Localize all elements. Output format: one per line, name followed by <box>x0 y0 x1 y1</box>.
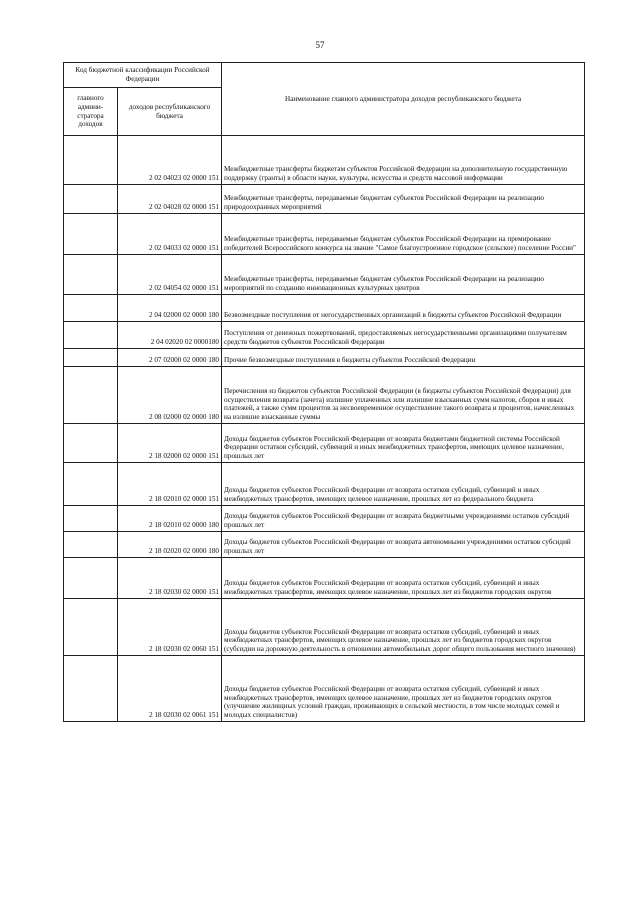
income-name: Доходы бюджетов субъектов Российской Федерации от возврата бюджетными учреждениями остатков субсидий прошлых лет <box>222 506 585 532</box>
income-name: Доходы бюджетов субъектов Российской Федерации от возврата автономными учреждениями остатков субсидий прошлых лет <box>222 532 585 558</box>
admin-cell <box>64 506 118 532</box>
table-body <box>64 136 585 722</box>
table-row <box>64 322 585 349</box>
income-code: 2 02 04033 02 0000 151 <box>118 214 222 255</box>
header-admin: главного админи-стратора доходов <box>64 88 118 136</box>
budget-classification-table <box>63 62 585 722</box>
table-row <box>64 506 585 532</box>
admin-cell <box>64 424 118 463</box>
admin-cell <box>64 255 118 295</box>
header-income: доходов республиканского бюджета <box>118 88 222 136</box>
income-name: Доходы бюджетов субъектов Российской Федерации от возврата бюджетами бюджетной системы Российской Федерации остатков субсидий, субвенций и иных межбюджетных трансфертов, имеющих целевое назначение, прошлых лет <box>222 424 585 463</box>
table-row <box>64 295 585 322</box>
header-name: Наименование главного администратора доходов республиканского бюджета <box>222 63 585 136</box>
income-code: 2 04 02000 02 0000 180 <box>118 295 222 322</box>
income-name: Межбюджетные трансферты, передаваемые бюджетам субъектов Российской Федерации на реализацию природоохранных мероприятий <box>222 185 585 214</box>
admin-cell <box>64 532 118 558</box>
admin-cell <box>64 185 118 214</box>
admin-cell <box>64 295 118 322</box>
table-row <box>64 656 585 722</box>
income-code: 2 02 04054 02 0000 151 <box>118 255 222 295</box>
income-code: 2 18 02010 02 0000 151 <box>118 463 222 506</box>
income-code: 2 18 02030 02 0000 151 <box>118 558 222 599</box>
income-name: Межбюджетные трансферты бюджетам субъектов Российской Федерации на дополнительную государственную поддержку (гранты) в области науки, культуры, искусства и средств массовой информации <box>222 136 585 185</box>
income-name: Поступления от денежных пожертвований, предоставляемых негосударственными организациями получателям средств бюджетов субъектов Российской Федерации <box>222 322 585 349</box>
admin-cell <box>64 136 118 185</box>
table-row <box>64 349 585 367</box>
admin-cell <box>64 367 118 424</box>
table-row <box>64 367 585 424</box>
admin-cell <box>64 656 118 722</box>
table-row <box>64 185 585 214</box>
table-row <box>64 136 585 185</box>
income-code: 2 18 02030 02 0060 151 <box>118 599 222 656</box>
table-row <box>64 532 585 558</box>
table-row <box>64 255 585 295</box>
table-row <box>64 599 585 656</box>
income-name: Доходы бюджетов субъектов Российской Федерации от возврата остатков субсидий, субвенций и иных межбюджетных трансфертов, имеющих целевое назначение, прошлых лет из бюджетов городских округов (улучшение жилищных условий граждан, проживающих в сельской местности, в том числе молодых семей и молодых специалистов) <box>222 656 585 722</box>
table-row <box>64 558 585 599</box>
admin-cell <box>64 349 118 367</box>
income-code: 2 18 02030 02 0061 151 <box>118 656 222 722</box>
income-name: Перечисления из бюджетов субъектов Российской Федерации (в бюджеты субъектов Российской Федерации) для осуществления возврата (зачета) излишне уплаченных или излишне взысканных сумм налогов, сборов и иных платежей, а также сумм процентов за несвоевременное осуществление такого возврата и процентов, начисленных на излишне взысканные суммы <box>222 367 585 424</box>
income-name: Прочие безвозмездные поступления в бюджеты субъектов Российской Федерации <box>222 349 585 367</box>
income-name: Доходы бюджетов субъектов Российской Федерации от возврата остатков субсидий, субвенций и иных межбюджетных трансфертов, имеющих целевое назначение, прошлых лет из бюджетов городских округов (субсидии на дорожную деятельность в отношении автомобильных дорог общего пользования местного значения) <box>222 599 585 656</box>
income-name: Межбюджетные трансферты, передаваемые бюджетам субъектов Российской Федерации на реализацию мероприятий по созданию инновационных культурных центров <box>222 255 585 295</box>
admin-cell <box>64 322 118 349</box>
income-code: 2 02 04028 02 0000 151 <box>118 185 222 214</box>
income-code: 2 18 02000 02 0000 151 <box>118 424 222 463</box>
table-row <box>64 463 585 506</box>
admin-cell <box>64 463 118 506</box>
income-code: 2 18 02010 02 0000 180 <box>118 506 222 532</box>
admin-cell <box>64 558 118 599</box>
header-classification: Код бюджетной классификации Российской Федерации <box>64 63 222 88</box>
table-row <box>64 214 585 255</box>
income-code: 2 02 04023 02 0000 151 <box>118 136 222 185</box>
admin-cell <box>64 599 118 656</box>
admin-cell <box>64 214 118 255</box>
income-name: Доходы бюджетов субъектов Российской Федерации от возврата остатков субсидий, субвенций и иных межбюджетных трансфертов, имеющих целевое назначение, прошлых лет из федерального бюджета <box>222 463 585 506</box>
income-name: Межбюджетные трансферты, передаваемые бюджетам субъектов Российской Федерации на премирование победителей Всероссийского конкурса на звание "Самое благоустроенное городское (сельское) поселение России" <box>222 214 585 255</box>
page-number: 57 <box>315 40 325 50</box>
table-row <box>64 424 585 463</box>
income-code: 2 08 02000 02 0000 180 <box>118 367 222 424</box>
income-name: Безвозмездные поступления от негосударственных организаций в бюджеты субъектов Российской Федерации <box>222 295 585 322</box>
income-code: 2 07 02000 02 0000 180 <box>118 349 222 367</box>
income-code: 2 04 02020 02 0000180 <box>118 322 222 349</box>
income-code: 2 18 02020 02 0000 180 <box>118 532 222 558</box>
income-name: Доходы бюджетов субъектов Российской Федерации от возврата остатков субсидий, субвенций и иных межбюджетных трансфертов, имеющих целевое назначение, прошлых лет из бюджетов городских округов <box>222 558 585 599</box>
